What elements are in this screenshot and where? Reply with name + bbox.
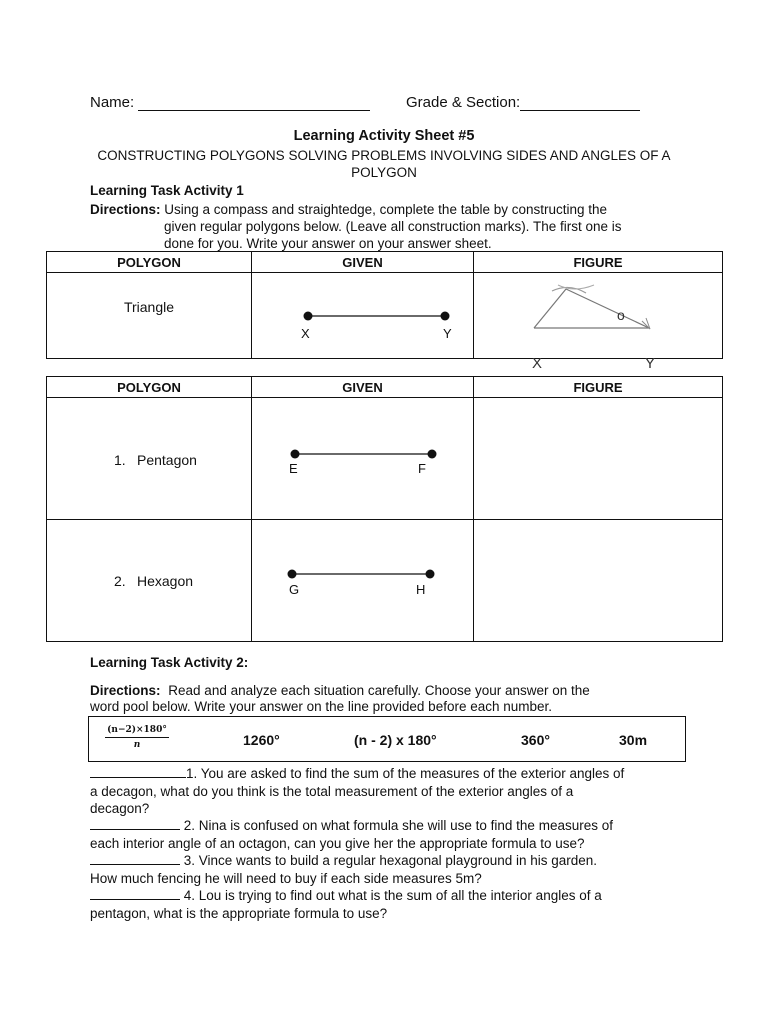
word-pool-formula — [105, 725, 169, 750]
figure-mark: o — [617, 307, 625, 323]
example-table-header — [47, 252, 723, 273]
given-label-h: H — [416, 582, 426, 597]
question-3 — [90, 852, 690, 887]
question-4-line1: 4. Lou is trying to find out what is the sum of all the interior angles of a — [180, 888, 602, 903]
polygon-name: Pentagon — [137, 452, 197, 468]
formula-numerator: (n−2)×180° — [105, 725, 169, 738]
question-3-line1: 3. Vince wants to build a regular hexagonal playground in his garden. — [180, 853, 598, 868]
col-header-polygon: POLYGON — [47, 252, 252, 273]
question-2-line1: 2. Nina is confused on what formula she will use to find the measures of — [180, 818, 613, 833]
given-cell — [252, 520, 474, 642]
point-x — [304, 312, 313, 321]
sheet-subtitle-1: CONSTRUCTING POLYGONS SOLVING PROBLEMS INVOLVING SIDES AND ANGLES OF A — [97, 148, 671, 163]
grade-blank[interactable] — [520, 96, 640, 111]
activity1-directions — [90, 201, 607, 219]
question-2 — [90, 817, 690, 852]
given-segment-xy — [252, 273, 474, 359]
triangle-figure — [474, 273, 723, 359]
col-header-given: GIVEN — [252, 377, 474, 398]
answer-blank-3[interactable] — [90, 852, 180, 865]
row-number: 1. — [114, 452, 126, 468]
col-header-figure: FIGURE — [474, 377, 723, 398]
given-segment-ef — [252, 398, 474, 520]
question-1-line1: 1. You are asked to find the sum of the measures of the exterior angles of — [186, 766, 625, 781]
figure-label-y: Y — [645, 355, 656, 372]
sheet-subtitle-2: POLYGON — [351, 165, 417, 180]
col-header-polygon: POLYGON — [47, 377, 252, 398]
given-label-e: E — [289, 461, 298, 476]
word-pool-formula-sum: (n - 2) x 180° — [354, 732, 437, 748]
row-number: 2. — [114, 573, 126, 589]
example-row-triangle — [47, 273, 723, 359]
answer-blank-1[interactable] — [90, 765, 186, 778]
construction-table — [46, 376, 723, 642]
activity1-directions-line3: done for you. Write your answer on your answer sheet. — [164, 236, 492, 251]
activity1-directions-line1: Using a compass and straightedge, complete the table by constructing the — [164, 202, 608, 217]
polygon-cell — [47, 398, 252, 520]
point-e — [291, 450, 300, 459]
example-table — [46, 251, 723, 372]
activity2-directions — [90, 682, 590, 700]
activity2-heading: Learning Task Activity 2: — [90, 655, 249, 670]
given-label-y: Y — [443, 326, 452, 341]
given-segment-gh — [252, 520, 474, 642]
name-field — [90, 94, 370, 111]
col-header-figure: FIGURE — [474, 252, 723, 273]
given-cell — [252, 273, 474, 359]
question-1-line2: a decagon, what do you think is the total measurement of the exterior angles of a — [90, 783, 574, 799]
activity1-directions-label: Directions: — [90, 202, 161, 217]
point-g — [288, 570, 297, 579]
point-y — [441, 312, 450, 321]
activity2-directions-line1: Read and analyze each situation carefully. Choose your answer on the — [168, 683, 590, 698]
question-2-line2: each interior angle of an octagon, can you give her the appropriate formula to use? — [90, 835, 585, 851]
grade-label: Grade & Section: — [406, 94, 521, 111]
polygon-name: Hexagon — [137, 573, 194, 589]
construction-table-header — [47, 377, 723, 398]
figure-cell — [474, 273, 723, 372]
word-pool-360: 360° — [521, 732, 550, 748]
question-4-line2: pentagon, what is the appropriate formula to use? — [90, 905, 388, 921]
polygon-name: Triangle — [123, 299, 175, 315]
figure-label-x: X — [532, 355, 543, 372]
construction-row-hexagon — [47, 520, 723, 642]
col-header-given: GIVEN — [252, 252, 474, 273]
given-label-g: G — [289, 582, 300, 597]
activity2-directions-label: Directions: — [90, 683, 161, 698]
activity2-directions-line2: word pool below. Write your answer on the line provided before each number. — [90, 699, 553, 714]
formula-denominator: n — [133, 740, 141, 750]
construction-row-pentagon — [47, 398, 723, 520]
answer-blank-2[interactable] — [90, 817, 180, 830]
polygon-cell — [47, 520, 252, 642]
grade-field — [406, 94, 640, 111]
question-3-line2: How much fencing he will need to buy if each side measures 5m? — [90, 870, 482, 886]
word-pool-box — [88, 716, 686, 762]
point-f — [428, 450, 437, 459]
question-1 — [90, 765, 690, 818]
question-1-line3: decagon? — [90, 801, 150, 816]
name-label: Name: — [90, 94, 135, 111]
figure-answer-cell[interactable] — [474, 520, 723, 642]
given-label-x: X — [301, 326, 310, 341]
answer-blank-4[interactable] — [90, 887, 180, 900]
sheet-title: Learning Activity Sheet #5 — [293, 128, 475, 144]
activity1-heading: Learning Task Activity 1 — [90, 183, 244, 198]
question-4 — [90, 887, 690, 922]
polygon-cell — [47, 273, 252, 359]
name-blank[interactable] — [138, 96, 370, 111]
given-cell — [252, 398, 474, 520]
word-pool-30m: 30m — [619, 732, 648, 748]
figure-answer-cell[interactable] — [474, 398, 723, 520]
point-h — [426, 570, 435, 579]
activity1-directions-line2: given regular polygons below. (Leave all construction marks). The first one is — [164, 219, 622, 234]
given-label-f: F — [418, 461, 426, 476]
word-pool-1260: 1260° — [243, 732, 280, 748]
